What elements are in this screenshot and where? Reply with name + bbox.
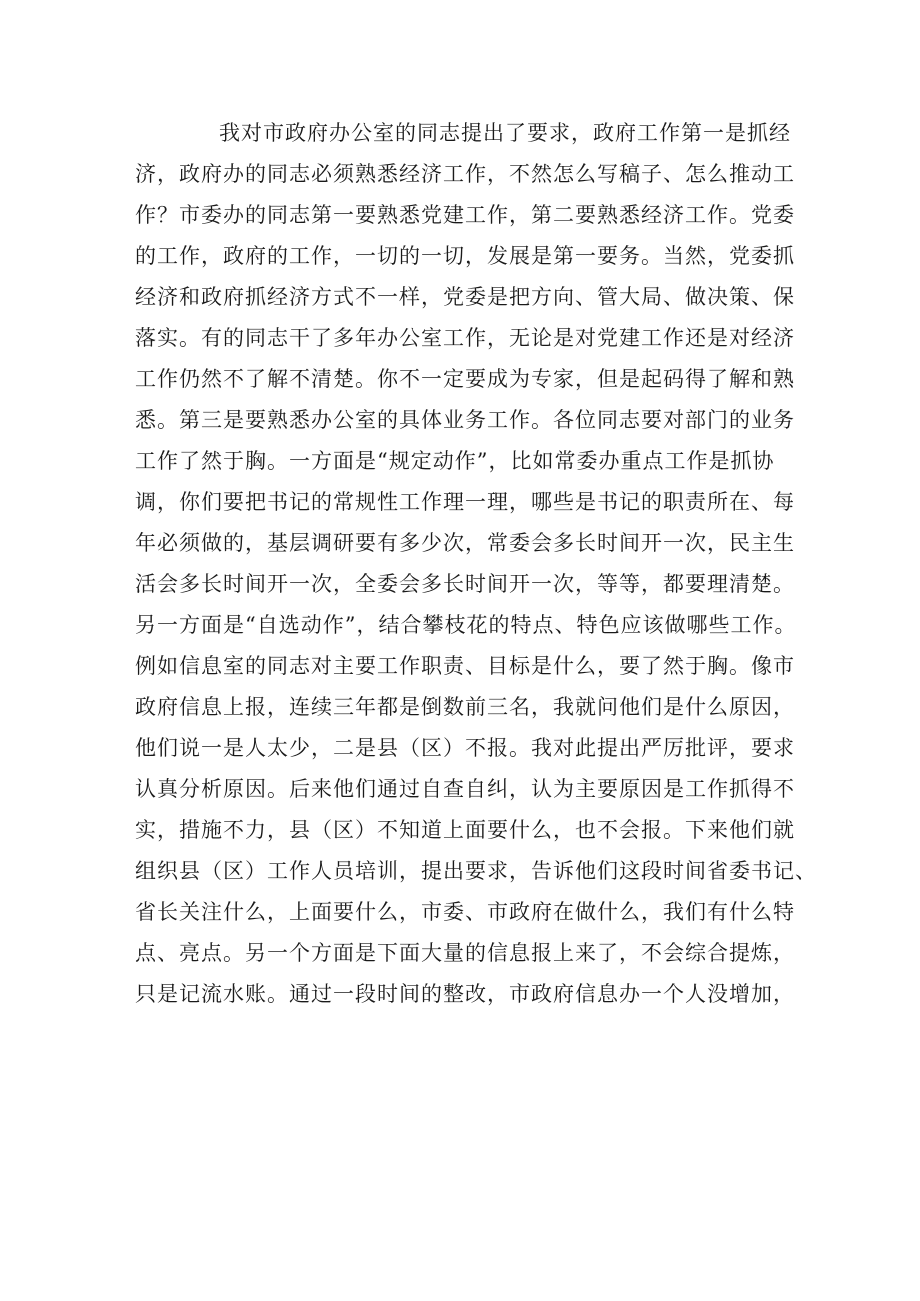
paragraph-line: 另一方面是“自选动作”，结合攀枝花的特点、特色应该做哪些工作。	[135, 613, 797, 637]
paragraph-line: 调，你们要把书记的常规性工作理一理，哪些是书记的职责所在、每	[135, 490, 795, 514]
body-paragraph	[135, 113, 815, 1015]
paragraph-line: 例如信息室的同志对主要工作职责、目标是什么，要了然于胸。像市	[135, 654, 795, 678]
paragraph-line: 工作了然于胸。一方面是“规定动作”，比如常委办重点工作是抓协	[135, 449, 775, 473]
paragraph-line: 活会多长时间开一次，全委会多长时间开一次，等等，都要理清楚。	[135, 572, 795, 596]
paragraph-line: 点、亮点。另一个方面是下面大量的信息报上来了，不会综合提炼，	[135, 941, 795, 965]
paragraph-line: 落实。有的同志干了多年办公室工作，无论是对党建工作还是对经济	[135, 326, 795, 350]
paragraph-line: 他们说一是人太少，二是县（区）不报。我对此提出严厉批评，要求	[135, 736, 795, 760]
paragraph-line: 作？市委办的同志第一要熟悉党建工作，第二要熟悉经济工作。党委	[135, 203, 795, 227]
paragraph-line: 组织县（区）工作人员培训，提出要求，告诉他们这段时间省委书记、	[135, 859, 817, 883]
paragraph-line: 悉。第三是要熟悉办公室的具体业务工作。各位同志要对部门的业务	[135, 408, 795, 432]
paragraph-line: 年必须做的，基层调研要有多少次，常委会多长时间开一次，民主生	[135, 531, 795, 555]
paragraph-line: 政府信息上报，连续三年都是倒数前三名，我就问他们是什么原因，	[135, 695, 795, 719]
paragraph-line: 认真分析原因。后来他们通过自查自纠，认为主要原因是工作抓得不	[135, 777, 795, 801]
paragraph-line: 我对市政府办公室的同志提出了要求，政府工作第一是抓经	[219, 121, 791, 145]
paragraph-line: 只是记流水账。通过一段时间的整改，市政府信息办一个人没增加，	[135, 982, 795, 1006]
paragraph-line: 省长关注什么，上面要什么，市委、市政府在做什么，我们有什么特	[135, 900, 795, 924]
paragraph-line: 经济和政府抓经济方式不一样，党委是把方向、管大局、做决策、保	[135, 285, 795, 309]
paragraph-line: 的工作，政府的工作，一切的一切，发展是第一要务。当然，党委抓	[135, 244, 795, 268]
paragraph-line: 工作仍然不了解不清楚。你不一定要成为专家，但是起码得了解和熟	[135, 367, 795, 391]
paragraph-line: 济，政府办的同志必须熟悉经济工作，不然怎么写稿子、怎么推动工	[135, 162, 795, 186]
paragraph-line: 实，措施不力，县（区）不知道上面要什么，也不会报。下来他们就	[135, 818, 795, 842]
